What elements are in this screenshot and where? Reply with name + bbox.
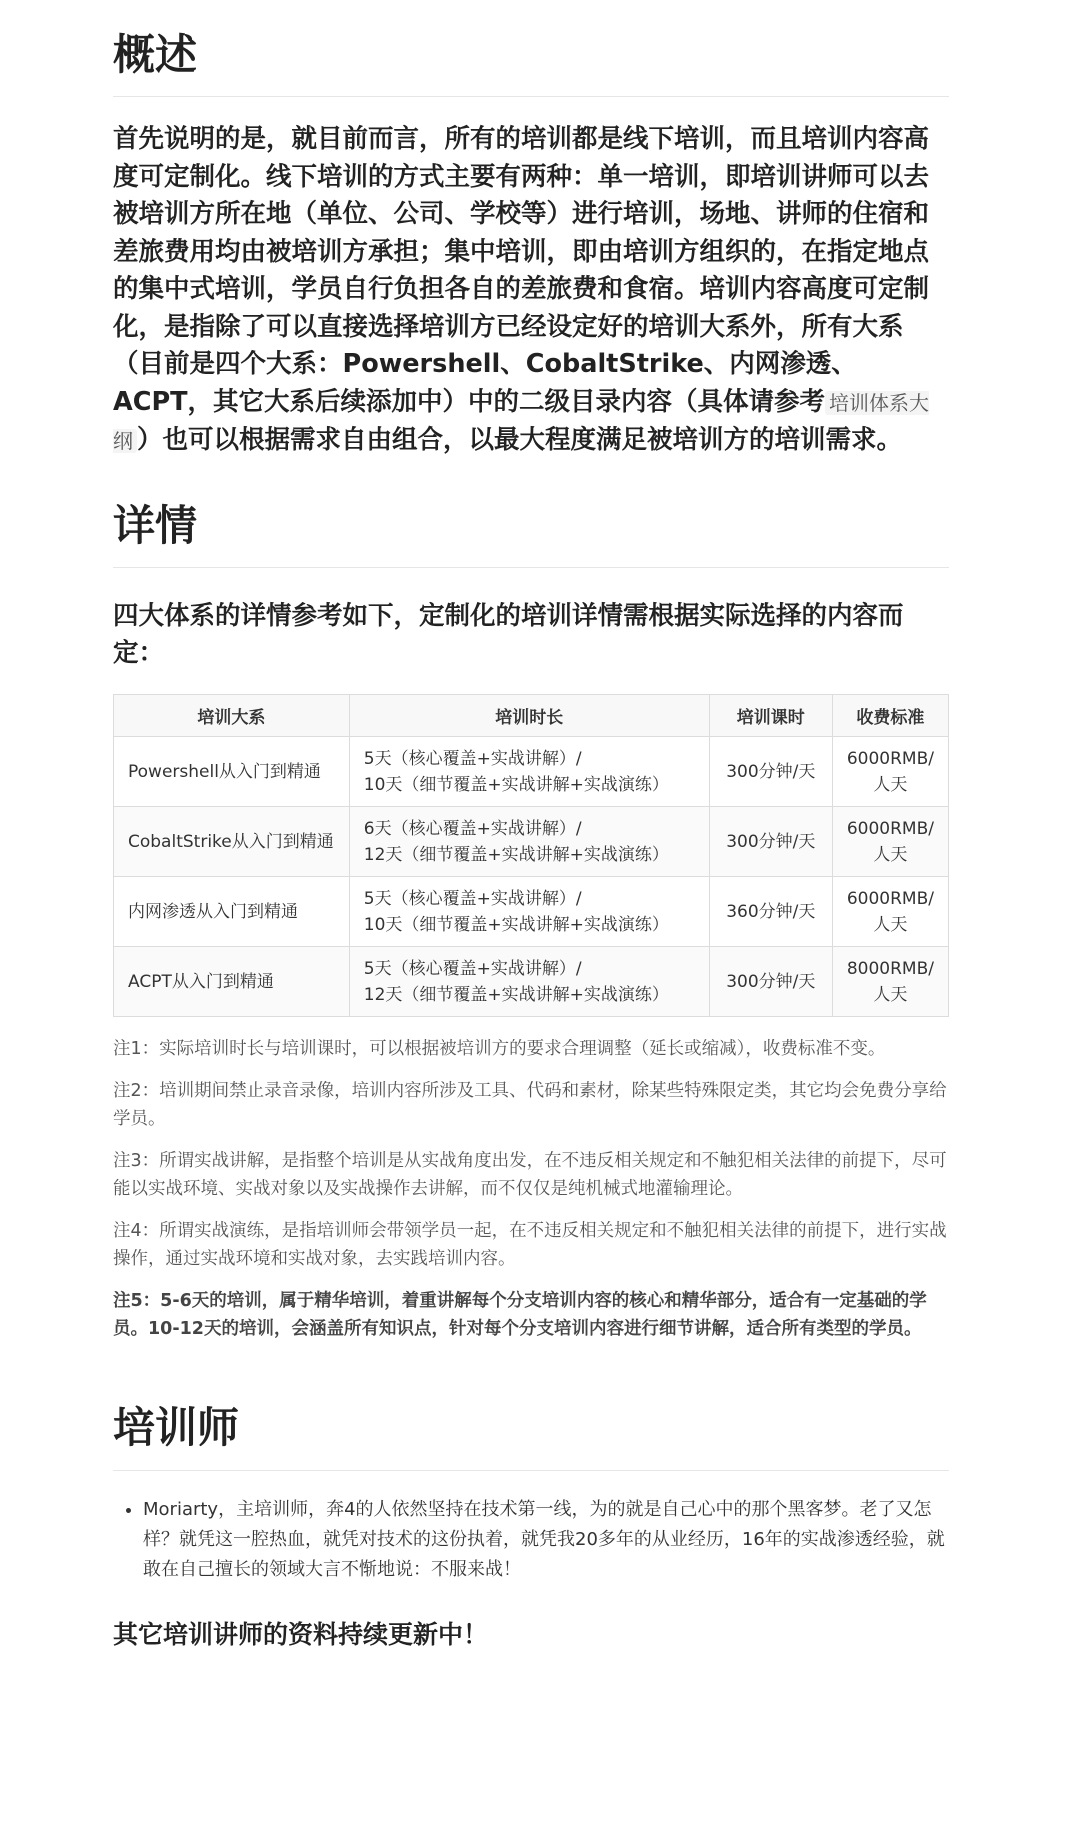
cell-system: 内网渗透从入门到精通 (114, 877, 350, 947)
cell-hours: 300分钟/天 (709, 947, 832, 1017)
cell-hours: 300分钟/天 (709, 807, 832, 877)
details-heading: 详情 (113, 461, 949, 568)
duration-long: 10天（细节覆盖+实战讲解+实战演练） (363, 914, 669, 935)
table-header-row (114, 695, 949, 737)
table-row (114, 947, 949, 1017)
header-fee: 收费标准 (832, 695, 948, 737)
notes-section (113, 1035, 949, 1343)
trainers-heading: 培训师 (113, 1357, 949, 1470)
header-hours: 培训课时 (709, 695, 832, 737)
cell-duration (349, 947, 709, 1017)
cell-fee: 6000RMB/人天 (832, 807, 948, 877)
note-item: 注5：5-6天的培训，属于精华培训，着重讲解每个分支培训内容的核心和精华部分，适合有一定基础的学员。10-12天的培训，会涵盖所有知识点，针对每个分支培训内容进行细节讲解，适合所有类型的学员。 (113, 1291, 927, 1340)
duration-short: 5天（核心覆盖+实战讲解）/ (363, 748, 582, 769)
cell-system: Powershell从入门到精通 (114, 737, 350, 807)
cell-fee: 8000RMB/人天 (832, 947, 948, 1017)
note-item: 注3：所谓实战讲解，是指整个培训是从实战角度出发，在不违反相关规定和不触犯相关法律的前提下，尽可能以实战环境、实战对象以及实战操作去讲解，而不仅仅是纯机械式地灌输理论。 (113, 1151, 947, 1200)
note-item: 注1：实际培训时长与培训课时，可以根据被培训方的要求合理调整（延长或缩减），收费标准不变。 (113, 1039, 886, 1060)
table-row (114, 877, 949, 947)
duration-long: 12天（细节覆盖+实战讲解+实战演练） (363, 844, 669, 865)
duration-short: 6天（核心覆盖+实战讲解）/ (363, 818, 582, 839)
duration-long: 12天（细节覆盖+实战讲解+实战演练） (363, 984, 669, 1005)
syllabus-reference-link[interactable]: 培训体系大纲 (113, 390, 930, 454)
cell-fee: 6000RMB/人天 (832, 877, 948, 947)
cell-system: ACPT从入门到精通 (114, 947, 350, 1017)
overview-text-after: ）也可以根据需求自由组合，以最大程度满足被培训方的培训需求。 (137, 425, 903, 456)
overview-heading: 概述 (113, 0, 949, 97)
cell-duration (349, 877, 709, 947)
note-item: 注2：培训期间禁止录音录像，培训内容所涉及工具、代码和素材，除某些特殊限定类，其它均会免费分享给学员。 (113, 1081, 947, 1130)
table-row (114, 737, 949, 807)
cell-hours: 360分钟/天 (709, 877, 832, 947)
cell-system: CobaltStrike从入门到精通 (114, 807, 350, 877)
overview-text-before: 首先说明的是，就目前而言，所有的培训都是线下培训，而且培训内容高度可定制化。线下培训的方式主要有两种：单一培训，即培训讲师可以去被培训方所在地（单位、公司、学校等）进行培训，场地、讲师的住宿和差旅费用均由被培训方承担；集中培训，即由培训方组织的，在指定地点的集中式培训，学员自行负担各自的差旅费和食宿。培训内容高度可定制化，是指除了可以直接选择培训方已经设定好的培训大系外，所有大系（目前是四个大系：Powershell、CobaltStrike、内网渗透、ACPT，其它大系后续添加中）中的二级目录内容（具体请参考 (113, 124, 930, 417)
cell-fee: 6000RMB/人天 (832, 737, 948, 807)
cell-duration (349, 737, 709, 807)
training-table (113, 694, 949, 1017)
trainers-update-note: 其它培训讲师的资料持续更新中！ (113, 1619, 489, 1649)
list-item: • Moriarty，主培训师，奔4的人依然坚持在技术第一线，为的就是自己心中的那个黑客梦。老了又怎样？就凭这一腔热血，就凭对技术的这份执着，就凭我20多年的从业经历，16年的实战渗透经验，就敢在自己擅长的领域大言不惭地说：不服来战！ (143, 1495, 949, 1585)
details-subtitle: 四大体系的详情参考如下，定制化的培训详情需根据实际选择的内容而定： (113, 601, 904, 669)
note-item: 注4：所谓实战演练，是指培训师会带领学员一起，在不违反相关规定和不触犯相关法律的前提下，进行实战操作，通过实战环境和实战对象，去实践培训内容。 (113, 1221, 947, 1270)
table-row (114, 807, 949, 877)
duration-short: 5天（核心覆盖+实战讲解）/ (363, 888, 582, 909)
cell-duration (349, 807, 709, 877)
duration-short: 5天（核心覆盖+实战讲解）/ (363, 958, 582, 979)
header-system: 培训大系 (114, 695, 350, 737)
cell-hours: 300分钟/天 (709, 737, 832, 807)
header-duration: 培训时长 (349, 695, 709, 737)
duration-long: 10天（细节覆盖+实战讲解+实战演练） (363, 774, 669, 795)
trainer-list (113, 1495, 949, 1585)
overview-paragraph (113, 121, 949, 461)
